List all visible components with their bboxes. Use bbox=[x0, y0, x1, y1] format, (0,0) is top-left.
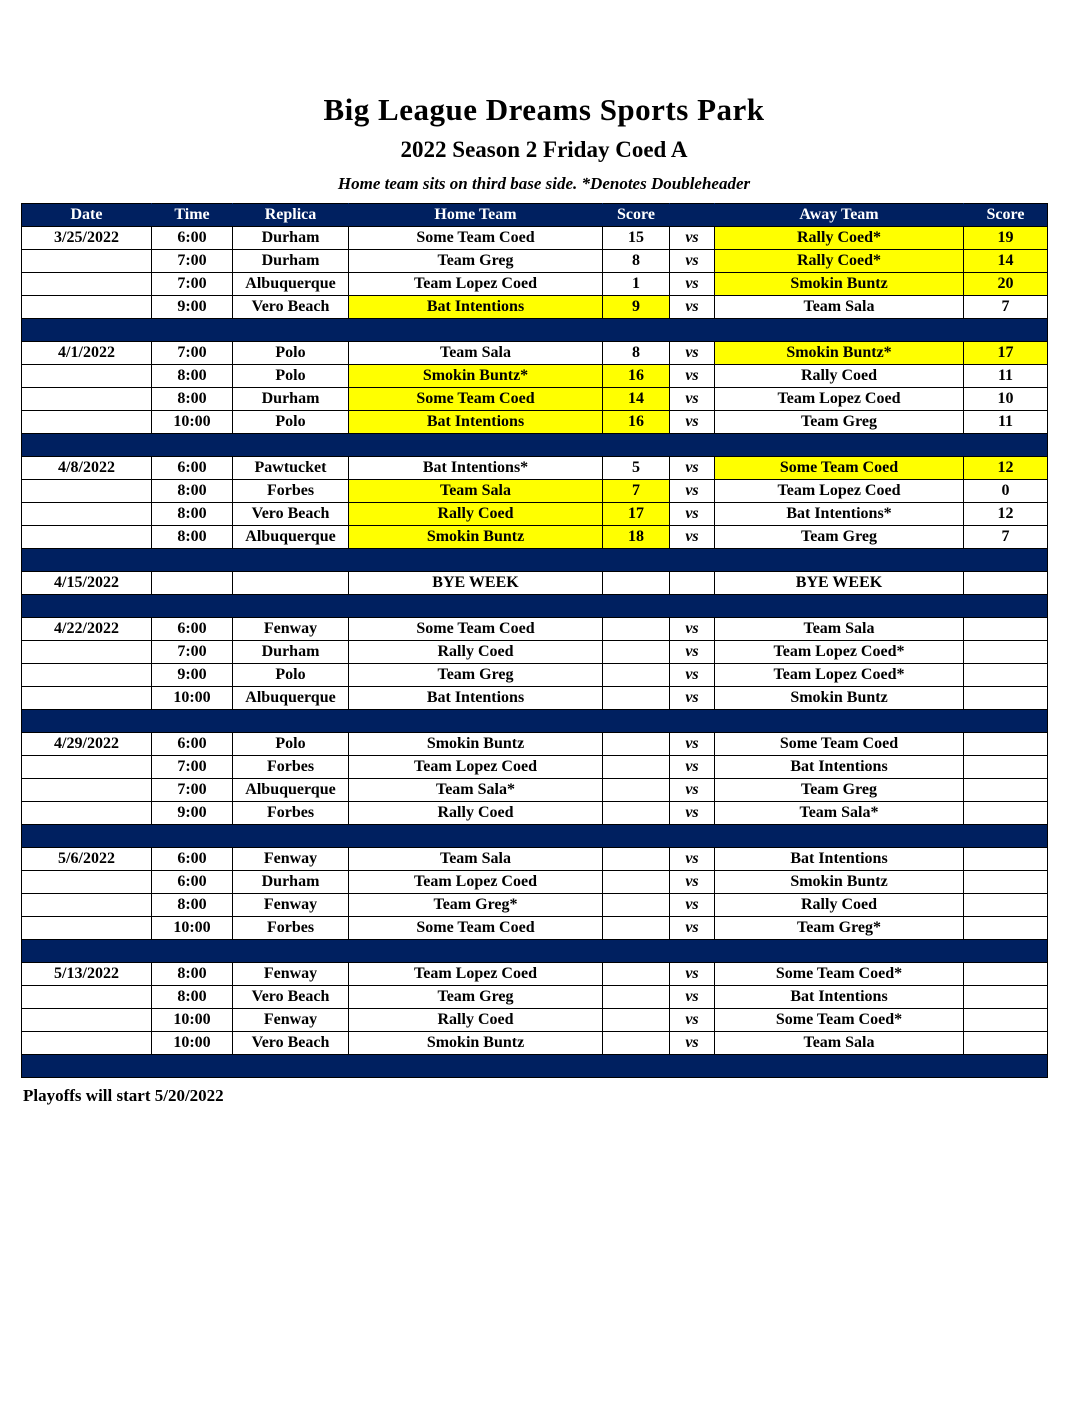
replica-cell: Durham bbox=[233, 388, 349, 411]
away-team-cell: Smokin Buntz bbox=[715, 871, 964, 894]
home-team-note: Home team sits on third base side. *Denotes Doubleheader bbox=[337, 174, 751, 193]
time-cell: 7:00 bbox=[152, 756, 233, 779]
away-team-cell: Smokin Buntz bbox=[715, 687, 964, 710]
vs-cell: vs bbox=[670, 802, 715, 825]
away-team-cell: Bat Intentions* bbox=[715, 503, 964, 526]
separator-row bbox=[22, 319, 1048, 342]
home-score-cell: 17 bbox=[603, 503, 670, 526]
vs-cell: vs bbox=[670, 503, 715, 526]
replica-cell: Forbes bbox=[233, 802, 349, 825]
separator-row bbox=[22, 434, 1048, 457]
date-cell: 4/15/2022 bbox=[22, 572, 152, 595]
time-cell: 6:00 bbox=[152, 871, 233, 894]
away-team-cell: Rally Coed* bbox=[715, 227, 964, 250]
home-score-cell: 15 bbox=[603, 227, 670, 250]
game-row bbox=[22, 848, 1048, 871]
time-cell: 6:00 bbox=[152, 733, 233, 756]
replica-cell: Fenway bbox=[233, 963, 349, 986]
time-cell: 8:00 bbox=[152, 986, 233, 1009]
time-cell: 10:00 bbox=[152, 1032, 233, 1055]
away-team-cell: Team Greg bbox=[715, 526, 964, 549]
home-score-cell bbox=[603, 802, 670, 825]
game-row bbox=[22, 342, 1048, 365]
away-team-cell: Team Lopez Coed* bbox=[715, 664, 964, 687]
away-score-cell bbox=[964, 1009, 1048, 1032]
home-team-cell: Some Team Coed bbox=[349, 388, 603, 411]
game-row bbox=[22, 1009, 1048, 1032]
replica-cell: Polo bbox=[233, 664, 349, 687]
home-score-cell bbox=[603, 963, 670, 986]
game-row bbox=[22, 733, 1048, 756]
away-team-cell: Smokin Buntz bbox=[715, 273, 964, 296]
home-team-cell: Team Sala* bbox=[349, 779, 603, 802]
away-score-cell bbox=[964, 687, 1048, 710]
separator-band bbox=[22, 710, 1048, 733]
away-team-cell: Rally Coed bbox=[715, 365, 964, 388]
away-team-cell: Team Lopez Coed bbox=[715, 480, 964, 503]
page-subtitle: 2022 Season 2 Friday Coed A bbox=[400, 137, 688, 162]
date-cell bbox=[22, 641, 152, 664]
time-cell: 10:00 bbox=[152, 411, 233, 434]
replica-cell: Albuquerque bbox=[233, 687, 349, 710]
time-cell: 6:00 bbox=[152, 457, 233, 480]
date-cell bbox=[22, 986, 152, 1009]
home-team-cell: Smokin Buntz bbox=[349, 1032, 603, 1055]
vs-cell: vs bbox=[670, 480, 715, 503]
home-team-cell: Team Sala bbox=[349, 480, 603, 503]
date-cell bbox=[22, 802, 152, 825]
home-score-cell: 18 bbox=[603, 526, 670, 549]
replica-cell: Polo bbox=[233, 733, 349, 756]
game-row bbox=[22, 365, 1048, 388]
away-score-cell bbox=[964, 641, 1048, 664]
home-team-cell: Some Team Coed bbox=[349, 618, 603, 641]
vs-cell: vs bbox=[670, 641, 715, 664]
replica-cell: Fenway bbox=[233, 618, 349, 641]
vs-cell bbox=[670, 572, 715, 595]
separator-band bbox=[22, 1055, 1048, 1078]
home-team-cell: Bat Intentions bbox=[349, 687, 603, 710]
header-away-team: Away Team bbox=[715, 204, 964, 227]
away-score-cell: 0 bbox=[964, 480, 1048, 503]
time-cell bbox=[152, 572, 233, 595]
game-row bbox=[22, 526, 1048, 549]
away-team-cell: BYE WEEK bbox=[715, 572, 964, 595]
time-cell: 8:00 bbox=[152, 388, 233, 411]
time-cell: 8:00 bbox=[152, 365, 233, 388]
vs-cell: vs bbox=[670, 664, 715, 687]
separator-row bbox=[22, 595, 1048, 618]
time-cell: 6:00 bbox=[152, 227, 233, 250]
date-cell bbox=[22, 526, 152, 549]
away-score-cell bbox=[964, 986, 1048, 1009]
date-cell: 4/29/2022 bbox=[22, 733, 152, 756]
vs-cell: vs bbox=[670, 894, 715, 917]
replica-cell: Albuquerque bbox=[233, 273, 349, 296]
vs-cell: vs bbox=[670, 227, 715, 250]
date-cell bbox=[22, 296, 152, 319]
away-score-cell: 14 bbox=[964, 250, 1048, 273]
game-row bbox=[22, 411, 1048, 434]
game-row bbox=[22, 641, 1048, 664]
away-score-cell: 12 bbox=[964, 457, 1048, 480]
home-score-cell: 16 bbox=[603, 411, 670, 434]
home-team-cell: Smokin Buntz* bbox=[349, 365, 603, 388]
time-cell: 9:00 bbox=[152, 802, 233, 825]
away-team-cell: Team Lopez Coed* bbox=[715, 641, 964, 664]
time-cell: 10:00 bbox=[152, 687, 233, 710]
vs-cell: vs bbox=[670, 1009, 715, 1032]
away-score-cell bbox=[964, 733, 1048, 756]
schedule-table bbox=[21, 203, 1048, 1078]
away-score-cell bbox=[964, 664, 1048, 687]
replica-cell: Forbes bbox=[233, 756, 349, 779]
home-score-cell bbox=[603, 733, 670, 756]
vs-cell: vs bbox=[670, 917, 715, 940]
home-team-cell: Team Lopez Coed bbox=[349, 871, 603, 894]
date-cell bbox=[22, 273, 152, 296]
away-score-cell: 10 bbox=[964, 388, 1048, 411]
away-team-cell: Bat Intentions bbox=[715, 848, 964, 871]
away-team-cell: Some Team Coed* bbox=[715, 963, 964, 986]
replica-cell: Polo bbox=[233, 365, 349, 388]
home-team-cell: Team Sala bbox=[349, 848, 603, 871]
game-row bbox=[22, 457, 1048, 480]
home-score-cell: 7 bbox=[603, 480, 670, 503]
separator-band bbox=[22, 434, 1048, 457]
away-team-cell: Team Sala bbox=[715, 1032, 964, 1055]
away-score-cell bbox=[964, 756, 1048, 779]
home-team-cell: Rally Coed bbox=[349, 1009, 603, 1032]
home-score-cell: 1 bbox=[603, 273, 670, 296]
time-cell: 10:00 bbox=[152, 917, 233, 940]
vs-cell: vs bbox=[670, 526, 715, 549]
time-cell: 7:00 bbox=[152, 250, 233, 273]
separator-band bbox=[22, 940, 1048, 963]
replica-cell: Durham bbox=[233, 641, 349, 664]
home-team-cell: Some Team Coed bbox=[349, 917, 603, 940]
away-score-cell: 11 bbox=[964, 365, 1048, 388]
home-team-cell: BYE WEEK bbox=[349, 572, 603, 595]
vs-cell: vs bbox=[670, 250, 715, 273]
date-cell: 3/25/2022 bbox=[22, 227, 152, 250]
home-score-cell: 9 bbox=[603, 296, 670, 319]
vs-cell: vs bbox=[670, 296, 715, 319]
away-team-cell: Some Team Coed bbox=[715, 733, 964, 756]
away-score-cell: 17 bbox=[964, 342, 1048, 365]
vs-cell: vs bbox=[670, 1032, 715, 1055]
vs-cell: vs bbox=[670, 986, 715, 1009]
separator-band bbox=[22, 319, 1048, 342]
bye-row bbox=[22, 572, 1048, 595]
home-team-cell: Bat Intentions bbox=[349, 411, 603, 434]
home-team-cell: Rally Coed bbox=[349, 503, 603, 526]
away-team-cell: Rally Coed bbox=[715, 894, 964, 917]
replica-cell: Fenway bbox=[233, 848, 349, 871]
home-team-cell: Team Lopez Coed bbox=[349, 963, 603, 986]
time-cell: 8:00 bbox=[152, 503, 233, 526]
date-cell bbox=[22, 871, 152, 894]
home-team-cell: Team Lopez Coed bbox=[349, 756, 603, 779]
replica-cell: Durham bbox=[233, 227, 349, 250]
replica-cell: Forbes bbox=[233, 917, 349, 940]
game-row bbox=[22, 871, 1048, 894]
home-team-cell: Team Greg bbox=[349, 664, 603, 687]
vs-cell: vs bbox=[670, 365, 715, 388]
replica-cell: Albuquerque bbox=[233, 779, 349, 802]
header-date: Date bbox=[22, 204, 152, 227]
header-away-score: Score bbox=[964, 204, 1048, 227]
home-team-cell: Rally Coed bbox=[349, 802, 603, 825]
away-score-cell bbox=[964, 618, 1048, 641]
separator-band bbox=[22, 549, 1048, 572]
game-row bbox=[22, 963, 1048, 986]
away-score-cell: 11 bbox=[964, 411, 1048, 434]
home-team-cell: Team Greg bbox=[349, 986, 603, 1009]
date-cell bbox=[22, 411, 152, 434]
home-team-cell: Some Team Coed bbox=[349, 227, 603, 250]
time-cell: 6:00 bbox=[152, 618, 233, 641]
date-cell: 4/8/2022 bbox=[22, 457, 152, 480]
vs-cell: vs bbox=[670, 756, 715, 779]
replica-cell: Albuquerque bbox=[233, 526, 349, 549]
replica-cell: Vero Beach bbox=[233, 296, 349, 319]
vs-cell: vs bbox=[670, 342, 715, 365]
away-team-cell: Team Sala bbox=[715, 296, 964, 319]
separator-row bbox=[22, 1055, 1048, 1078]
header-replica: Replica bbox=[233, 204, 349, 227]
away-score-cell bbox=[964, 802, 1048, 825]
game-row bbox=[22, 503, 1048, 526]
header-vs bbox=[670, 204, 715, 227]
vs-cell: vs bbox=[670, 848, 715, 871]
away-score-cell: 12 bbox=[964, 503, 1048, 526]
home-score-cell bbox=[603, 1009, 670, 1032]
separator-row bbox=[22, 940, 1048, 963]
date-cell bbox=[22, 756, 152, 779]
home-score-cell bbox=[603, 687, 670, 710]
replica-cell: Polo bbox=[233, 342, 349, 365]
vs-cell: vs bbox=[670, 779, 715, 802]
away-team-cell: Some Team Coed* bbox=[715, 1009, 964, 1032]
time-cell: 8:00 bbox=[152, 480, 233, 503]
date-cell bbox=[22, 388, 152, 411]
vs-cell: vs bbox=[670, 733, 715, 756]
header-home-team: Home Team bbox=[349, 204, 603, 227]
home-score-cell bbox=[603, 641, 670, 664]
date-cell: 5/6/2022 bbox=[22, 848, 152, 871]
game-row bbox=[22, 917, 1048, 940]
home-score-cell: 8 bbox=[603, 250, 670, 273]
home-score-cell bbox=[603, 756, 670, 779]
home-team-cell: Rally Coed bbox=[349, 641, 603, 664]
game-row bbox=[22, 618, 1048, 641]
separator-row bbox=[22, 710, 1048, 733]
replica-cell: Polo bbox=[233, 411, 349, 434]
header-row bbox=[22, 204, 1048, 227]
replica-cell: Forbes bbox=[233, 480, 349, 503]
time-cell: 7:00 bbox=[152, 273, 233, 296]
game-row bbox=[22, 664, 1048, 687]
date-cell bbox=[22, 687, 152, 710]
away-team-cell: Smokin Buntz* bbox=[715, 342, 964, 365]
home-score-cell bbox=[603, 894, 670, 917]
game-row bbox=[22, 779, 1048, 802]
vs-cell: vs bbox=[670, 388, 715, 411]
home-score-cell bbox=[603, 664, 670, 687]
away-team-cell: Team Lopez Coed bbox=[715, 388, 964, 411]
away-team-cell: Team Greg bbox=[715, 779, 964, 802]
home-team-cell: Bat Intentions bbox=[349, 296, 603, 319]
date-cell bbox=[22, 1032, 152, 1055]
away-score-cell bbox=[964, 1032, 1048, 1055]
away-score-cell bbox=[964, 779, 1048, 802]
time-cell: 8:00 bbox=[152, 894, 233, 917]
time-cell: 9:00 bbox=[152, 664, 233, 687]
game-row bbox=[22, 894, 1048, 917]
vs-cell: vs bbox=[670, 273, 715, 296]
vs-cell: vs bbox=[670, 963, 715, 986]
replica-cell: Vero Beach bbox=[233, 1032, 349, 1055]
header-time: Time bbox=[152, 204, 233, 227]
game-row bbox=[22, 227, 1048, 250]
replica-cell: Fenway bbox=[233, 894, 349, 917]
home-team-cell: Team Sala bbox=[349, 342, 603, 365]
time-cell: 7:00 bbox=[152, 641, 233, 664]
home-score-cell bbox=[603, 986, 670, 1009]
away-score-cell: 7 bbox=[964, 526, 1048, 549]
away-team-cell: Team Sala* bbox=[715, 802, 964, 825]
game-row bbox=[22, 756, 1048, 779]
game-row bbox=[22, 273, 1048, 296]
date-cell bbox=[22, 503, 152, 526]
home-score-cell: 8 bbox=[603, 342, 670, 365]
vs-cell: vs bbox=[670, 687, 715, 710]
away-team-cell: Team Greg bbox=[715, 411, 964, 434]
date-cell: 4/22/2022 bbox=[22, 618, 152, 641]
replica-cell: Durham bbox=[233, 250, 349, 273]
away-score-cell bbox=[964, 572, 1048, 595]
page-title: Big League Dreams Sports Park bbox=[323, 92, 765, 127]
separator-band bbox=[22, 825, 1048, 848]
replica-cell bbox=[233, 572, 349, 595]
date-cell bbox=[22, 1009, 152, 1032]
schedule-body bbox=[22, 227, 1048, 1078]
away-team-cell: Bat Intentions bbox=[715, 756, 964, 779]
home-team-cell: Team Lopez Coed bbox=[349, 273, 603, 296]
playoffs-note: Playoffs will start 5/20/2022 bbox=[23, 1086, 224, 1105]
away-score-cell bbox=[964, 917, 1048, 940]
home-team-cell: Team Greg* bbox=[349, 894, 603, 917]
replica-cell: Vero Beach bbox=[233, 986, 349, 1009]
game-row bbox=[22, 388, 1048, 411]
replica-cell: Durham bbox=[233, 871, 349, 894]
time-cell: 8:00 bbox=[152, 526, 233, 549]
game-row bbox=[22, 986, 1048, 1009]
game-row bbox=[22, 250, 1048, 273]
game-row bbox=[22, 296, 1048, 319]
home-score-cell bbox=[603, 871, 670, 894]
vs-cell: vs bbox=[670, 871, 715, 894]
home-team-cell: Bat Intentions* bbox=[349, 457, 603, 480]
home-score-cell bbox=[603, 618, 670, 641]
game-row bbox=[22, 1032, 1048, 1055]
date-cell bbox=[22, 250, 152, 273]
home-score-cell bbox=[603, 1032, 670, 1055]
date-cell: 4/1/2022 bbox=[22, 342, 152, 365]
date-cell: 5/13/2022 bbox=[22, 963, 152, 986]
date-cell bbox=[22, 664, 152, 687]
home-score-cell bbox=[603, 572, 670, 595]
date-cell bbox=[22, 894, 152, 917]
separator-row bbox=[22, 549, 1048, 572]
away-score-cell bbox=[964, 963, 1048, 986]
game-row bbox=[22, 687, 1048, 710]
time-cell: 8:00 bbox=[152, 963, 233, 986]
home-score-cell: 14 bbox=[603, 388, 670, 411]
away-team-cell: Rally Coed* bbox=[715, 250, 964, 273]
vs-cell: vs bbox=[670, 411, 715, 434]
away-score-cell bbox=[964, 848, 1048, 871]
time-cell: 6:00 bbox=[152, 848, 233, 871]
home-score-cell: 16 bbox=[603, 365, 670, 388]
away-score-cell: 7 bbox=[964, 296, 1048, 319]
home-score-cell bbox=[603, 917, 670, 940]
home-team-cell: Smokin Buntz bbox=[349, 733, 603, 756]
home-team-cell: Team Greg bbox=[349, 250, 603, 273]
away-score-cell bbox=[964, 894, 1048, 917]
away-team-cell: Some Team Coed bbox=[715, 457, 964, 480]
time-cell: 7:00 bbox=[152, 779, 233, 802]
away-score-cell: 20 bbox=[964, 273, 1048, 296]
separator-band bbox=[22, 595, 1048, 618]
date-cell bbox=[22, 917, 152, 940]
time-cell: 9:00 bbox=[152, 296, 233, 319]
time-cell: 10:00 bbox=[152, 1009, 233, 1032]
home-team-cell: Smokin Buntz bbox=[349, 526, 603, 549]
away-score-cell: 19 bbox=[964, 227, 1048, 250]
vs-cell: vs bbox=[670, 618, 715, 641]
home-score-cell bbox=[603, 779, 670, 802]
time-cell: 7:00 bbox=[152, 342, 233, 365]
away-team-cell: Bat Intentions bbox=[715, 986, 964, 1009]
away-score-cell bbox=[964, 871, 1048, 894]
home-score-cell bbox=[603, 848, 670, 871]
replica-cell: Vero Beach bbox=[233, 503, 349, 526]
date-cell bbox=[22, 365, 152, 388]
away-team-cell: Team Sala bbox=[715, 618, 964, 641]
vs-cell: vs bbox=[670, 457, 715, 480]
date-cell bbox=[22, 480, 152, 503]
home-score-cell: 5 bbox=[603, 457, 670, 480]
game-row bbox=[22, 480, 1048, 503]
header-home-score: Score bbox=[603, 204, 670, 227]
away-team-cell: Team Greg* bbox=[715, 917, 964, 940]
date-cell bbox=[22, 779, 152, 802]
replica-cell: Pawtucket bbox=[233, 457, 349, 480]
replica-cell: Fenway bbox=[233, 1009, 349, 1032]
game-row bbox=[22, 802, 1048, 825]
separator-row bbox=[22, 825, 1048, 848]
